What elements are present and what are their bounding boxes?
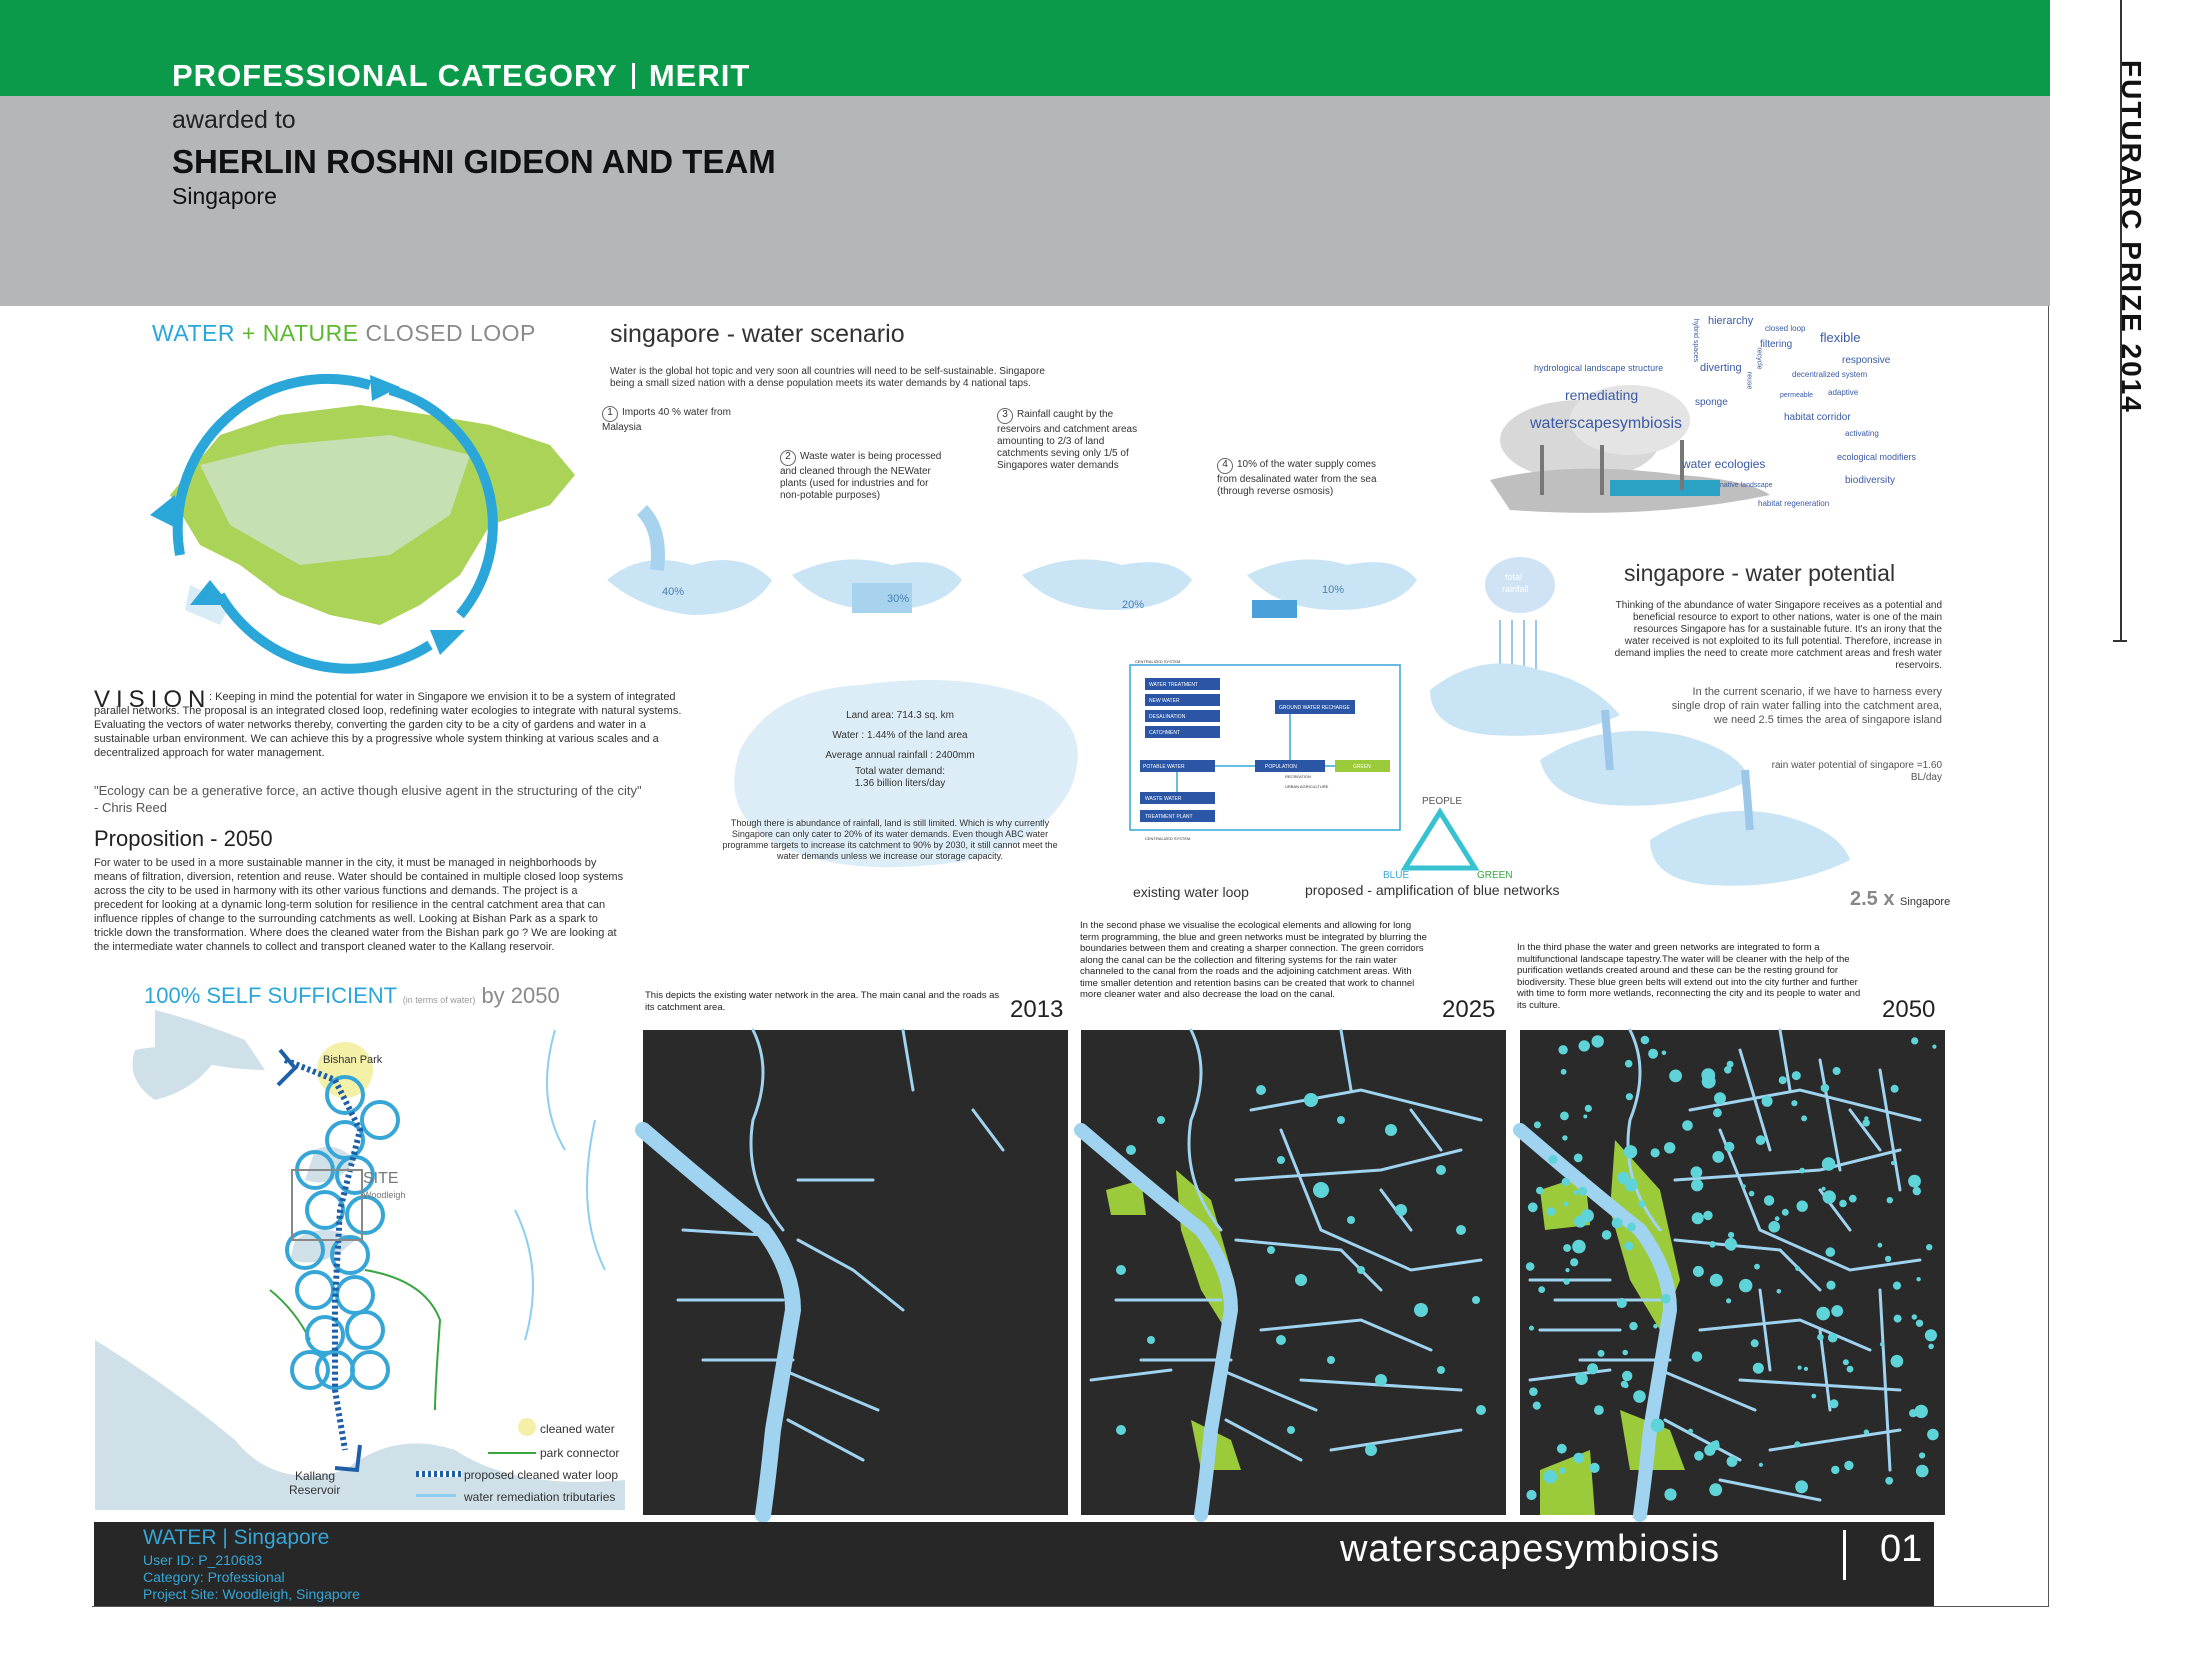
- wetland-dot: [1794, 1441, 1800, 1447]
- wetland-dot: [1578, 1187, 1587, 1196]
- tap-1-pct: 40%: [662, 586, 685, 598]
- wetland-dot: [1894, 1315, 1902, 1323]
- word: activating: [1845, 429, 1879, 438]
- wetland-dot: [1864, 1429, 1869, 1434]
- phase-2050-year: 2050: [1882, 996, 1936, 1023]
- word: sponge: [1695, 397, 1728, 408]
- wetland-dot: [1797, 1201, 1808, 1212]
- potential-title: singapore - water potential: [1624, 560, 1896, 586]
- wetland-dot: [1822, 1187, 1826, 1191]
- phase-2025-year: 2025: [1442, 996, 1496, 1023]
- wetland-dot: [1916, 1277, 1920, 1281]
- wetland-dot: [1768, 1221, 1780, 1233]
- phase-2013-year: 2013: [1010, 996, 1064, 1023]
- wetland-dot: [1704, 1445, 1715, 1456]
- bishan-label: Bishan Park: [323, 1054, 383, 1066]
- wetland-dot: [1916, 1320, 1923, 1327]
- word: biodiversity: [1845, 475, 1896, 486]
- wetland-dot: [1585, 1105, 1592, 1112]
- wetland-dot: [1648, 1049, 1658, 1059]
- wetland-dot: [1777, 1289, 1782, 1294]
- award-category: PROFESSIONAL CATEGORY MERIT: [172, 58, 751, 93]
- tap-4-pct: 10%: [1322, 584, 1345, 596]
- wetland-dot: [1574, 1154, 1583, 1163]
- wetland-dot: [1826, 1281, 1835, 1290]
- legend-swatch-park: [488, 1452, 536, 1454]
- wetland-dot: [1549, 1155, 1558, 1164]
- word: diverting: [1700, 362, 1742, 374]
- word: remediating: [1565, 387, 1639, 403]
- phase-2013-text: This depicts the existing water network in the area. The main canal and the roads as its catchment area.: [645, 990, 1000, 1013]
- wetland-dot: [1878, 1243, 1883, 1248]
- wetland-dot: [1754, 1264, 1760, 1270]
- wetland-dot: [1795, 1480, 1808, 1493]
- wetland-dot: [1709, 1241, 1716, 1248]
- woodleigh-label: Woodleigh: [363, 1190, 406, 1200]
- wetland-dot: [1727, 1241, 1736, 1250]
- wetland-dot: [1830, 1399, 1839, 1408]
- wetland-dot: [1627, 1222, 1636, 1231]
- wetland-dot: [1821, 1084, 1830, 1093]
- word: native landscape: [1720, 482, 1773, 489]
- legend-proposed-loop: proposed cleaned water loop: [464, 1468, 619, 1482]
- kallang-label: Kallang: [295, 1469, 336, 1483]
- wetland-dot: [1912, 1314, 1917, 1319]
- taps-maps: [602, 510, 1452, 620]
- wetland-dot: [1724, 1142, 1734, 1152]
- svg-text:CENTRALIZED SYSTEM: CENTRALIZED SYSTEM: [1135, 659, 1181, 664]
- wetland-dot: [1589, 1463, 1599, 1473]
- reservoir-label: Reservoir: [289, 1483, 341, 1497]
- word: adaptive: [1828, 388, 1859, 397]
- word: reuse: [1745, 371, 1753, 390]
- self-sufficient-title: 100% SELF SUFFICIENT (in terms of water) by 2050: [144, 983, 560, 1008]
- legend-swatch-tributaries: [416, 1494, 456, 1497]
- wetland-dot: [1739, 1279, 1752, 1292]
- wetland-dot: [1573, 1453, 1584, 1464]
- wetland-dot: [1528, 1202, 1538, 1212]
- wetland-dot: [1811, 1394, 1816, 1399]
- word: filtering: [1760, 339, 1793, 350]
- fact-demand-label: Total water demand:: [854, 766, 946, 777]
- closed-loop-map: [130, 355, 600, 675]
- wetland-dot: [1653, 1324, 1658, 1329]
- wetland-dot: [1625, 1060, 1633, 1068]
- wetland-dot: [1594, 1405, 1604, 1415]
- word: habitat corridor: [1784, 412, 1851, 423]
- tap-num: 4: [1217, 458, 1233, 474]
- phase-2050-text: In the third phase the water and green networks are integrated to form a multifunctional landscape tapestry.The water will be cleaner with the help of the purification wetlands created around and these can be the resting ground for biodiversity. These blue green belts will extend out into the city further and further with time to form more wetlands, reconnecting the city and its people to water and its culture.: [1517, 942, 1861, 1011]
- legend-park-connector: park connector: [540, 1446, 620, 1460]
- wetland-dot: [1557, 1444, 1567, 1454]
- wetland-dot: [1880, 1342, 1884, 1346]
- svg-text:RECREATION: RECREATION: [1285, 774, 1311, 779]
- word: responsive: [1842, 355, 1891, 366]
- wetland-dot: [1573, 1190, 1578, 1195]
- word: waterscapesymbiosis: [1530, 415, 1683, 432]
- word: hierarchy: [1708, 315, 1754, 327]
- svg-text:WATER TREATMENT: WATER TREATMENT: [1149, 682, 1198, 688]
- fact-demand-value: 1.36 billion liters/day: [854, 778, 946, 789]
- wetland-dot: [1831, 1305, 1843, 1317]
- winner-country: Singapore: [172, 183, 277, 209]
- wetland-dot: [1710, 1274, 1723, 1287]
- wetland-dot: [1887, 1197, 1893, 1203]
- tap-num: 1: [602, 406, 618, 422]
- wetland-dot: [1775, 1216, 1780, 1221]
- wetland-dot: [1885, 1477, 1893, 1485]
- wetland-dot: [1563, 1244, 1571, 1252]
- header-grey-bar: [0, 96, 2050, 306]
- legend-swatch-cleaned: [518, 1418, 536, 1436]
- wetland-dot: [1804, 1367, 1808, 1371]
- wetland-dot: [1691, 1166, 1703, 1178]
- people-label: PEOPLE: [1422, 796, 1463, 807]
- svg-text:WASTE WATER: WASTE WATER: [1145, 796, 1182, 802]
- wetland-dot: [1833, 1067, 1841, 1075]
- wetland-dot: [1592, 1035, 1604, 1047]
- wetland-dot: [1547, 1207, 1556, 1216]
- phase-2013-panel: [643, 1030, 1068, 1515]
- wetland-dot: [1641, 1036, 1650, 1045]
- awarded-to-label: awarded to: [172, 106, 296, 134]
- wetland-dot: [1529, 1387, 1538, 1396]
- tap-3-pct: 20%: [1122, 599, 1145, 611]
- svg-text:DESALINATION: DESALINATION: [1149, 714, 1186, 720]
- scenario-intro: Water is the global hot topic and very soon all countries will need to be self-sustainable. Singapore being a small sized nation with a dense population meets its water demands by 4 national taps.: [610, 366, 1045, 389]
- wetland-dot: [1563, 1278, 1569, 1284]
- wetland-dot: [1626, 1093, 1633, 1100]
- site-label: SITE: [363, 1170, 399, 1187]
- wetland-dot: [1701, 1068, 1715, 1082]
- wetland-dot: [1662, 1051, 1667, 1056]
- wetland-dot: [1694, 1451, 1704, 1461]
- wetland-dot: [1749, 1191, 1755, 1197]
- wetland-dot: [1764, 1195, 1774, 1205]
- wetland-dot: [1913, 1187, 1921, 1195]
- wetland-dot: [1926, 1244, 1932, 1250]
- taps-strip: [602, 400, 1452, 620]
- wetland-dot: [1529, 1326, 1534, 1331]
- wetland-dot: [1561, 1069, 1567, 1075]
- wetland-dot: [1843, 1359, 1849, 1365]
- wetland-dot: [1624, 1145, 1637, 1158]
- wetland-dot: [1682, 1120, 1693, 1131]
- wetland-dot: [1691, 1179, 1703, 1191]
- wetland-dot: [1919, 1452, 1925, 1458]
- potential-p3: rain water potential of singapore =1.60 BL/day: [1771, 760, 1942, 783]
- proposition-title: Proposition - 2050: [94, 826, 273, 851]
- wetland-dot: [1536, 1187, 1544, 1195]
- wetland-dot: [1822, 1157, 1836, 1171]
- vision-text: : Keeping in mind the potential for water in Singapore we envision it to be a system of integrated parallel networks. The proposal is an integrated closed loop, redefining water ecologies to integrate with natural systems. Evaluating the vectors of water networks thereby, converting the garden city to be a city of gardens and water in a sustainable urban environment. We can achieve this by a progressive whole system thinking at various scales and a decentralized approach for water management.: [94, 691, 682, 759]
- wetland-dot: [1602, 1230, 1612, 1240]
- wetland-dot: [1526, 1490, 1536, 1500]
- svg-text:NEW WATER: NEW WATER: [1149, 698, 1180, 704]
- wetland-dot: [1713, 1108, 1722, 1117]
- vision-quote: "Ecology can be a generative force, an active though elusive agent in the structuring of the city" - Chris Reed: [94, 783, 642, 815]
- wetland-dot: [1538, 1286, 1545, 1293]
- cloud-label-rainfall: rainfall: [1502, 584, 1529, 594]
- word: flexible: [1820, 330, 1861, 345]
- wetland-dot: [1801, 1115, 1807, 1121]
- wetland-dot: [1891, 1355, 1904, 1368]
- wetland-dot: [1782, 1209, 1789, 1216]
- wetland-dot: [1823, 1190, 1836, 1203]
- wetland-dot: [1570, 1258, 1578, 1266]
- wetland-dot: [1742, 1184, 1746, 1188]
- wetland-dot: [1817, 1334, 1824, 1341]
- svg-text:GREEN: GREEN: [1353, 764, 1371, 770]
- svg-text:CATCHMENT: CATCHMENT: [1149, 730, 1181, 736]
- legend-cleaned-water: cleaned water: [540, 1422, 615, 1436]
- tap-3: 3 Rainfall caught by the reservoirs and catchment areas amounting to 2/3 of land catchments seving only 1/5 of Singapores water demands: [997, 409, 1138, 471]
- footer-page-number: 01: [1880, 1528, 1923, 1570]
- wetland-dot: [1916, 1465, 1929, 1478]
- wetland-dot: [1526, 1262, 1535, 1271]
- wetland-dot: [1849, 1195, 1857, 1203]
- wetland-dot: [1709, 1483, 1722, 1496]
- wetland-dot: [1932, 1045, 1936, 1049]
- wetland-dot: [1727, 1456, 1738, 1467]
- wetland-dot: [1692, 1351, 1702, 1361]
- footer-separator: [1843, 1530, 1846, 1580]
- wetland-dot: [1572, 1240, 1586, 1254]
- wetland-dot: [1692, 1212, 1704, 1224]
- wetland-dot: [1560, 1112, 1569, 1121]
- tap-2-pct: 30%: [887, 593, 910, 605]
- wetland-dot: [1618, 1219, 1622, 1223]
- wetland-dot: [1847, 1366, 1854, 1373]
- wetland-dot: [1724, 1066, 1732, 1074]
- wetland-dot: [1753, 1363, 1764, 1374]
- wetland-dot: [1651, 1418, 1665, 1432]
- wetland-dot: [1703, 1211, 1712, 1220]
- wetland-dot: [1759, 1463, 1763, 1467]
- wetland-dot: [1751, 1339, 1759, 1347]
- wetland-dot: [1714, 1092, 1726, 1104]
- wetland-dot: [1669, 1070, 1682, 1083]
- wetland-dot: [1893, 1282, 1901, 1290]
- tap-num: 2: [780, 450, 796, 466]
- wetland-dot: [1629, 1322, 1637, 1330]
- wetland-dot: [1891, 1161, 1895, 1165]
- wetland-dot: [1908, 1175, 1921, 1188]
- proposed-loop-caption: proposed - amplification of blue networks: [1305, 882, 1560, 898]
- fact-rainfall: Average annual rainfall : 2400mm: [825, 750, 975, 761]
- wetland-dot: [1559, 1468, 1565, 1474]
- wetland-dot: [1799, 1168, 1805, 1174]
- wetland-dot: [1927, 1429, 1939, 1441]
- facts-note: Though there is abundance of rainfall, land is still limited. Which is why currently Singapore can only cater to 20% of its water demands. Even though ABC water programme targets to increase its catchment to 90% by 2030, it still cannot meet the water demands unless we increase our storage capacity.: [722, 818, 1058, 861]
- wetland-dot: [1664, 1142, 1675, 1153]
- wetland-dot: [1792, 1071, 1801, 1080]
- svg-text:POTABLE WATER: POTABLE WATER: [1143, 764, 1185, 770]
- wetland-dot: [1544, 1470, 1558, 1484]
- wetland-dot: [1756, 1135, 1766, 1145]
- wetland-dot: [1565, 1268, 1569, 1272]
- word-cloud: [1450, 315, 1950, 515]
- wetland-dot: [1728, 1232, 1734, 1238]
- svg-text:POPULATION: POPULATION: [1265, 764, 1297, 770]
- wetland-dot: [1915, 1405, 1928, 1418]
- wetland-dot: [1839, 1200, 1847, 1208]
- wetland-dot: [1726, 1298, 1731, 1303]
- wetland-dot: [1863, 1119, 1870, 1126]
- svg-text:TREATMENT PLANT: TREATMENT PLANT: [1145, 814, 1193, 820]
- wetland-dot: [1779, 1076, 1787, 1084]
- wetland-dot: [1762, 1096, 1773, 1107]
- svg-text:GROUND WATER RECHARGE: GROUND WATER RECHARGE: [1279, 705, 1350, 711]
- existing-loop-diagram: [1115, 660, 1415, 860]
- word: closed loop: [1765, 324, 1806, 333]
- wetland-dot: [1622, 1350, 1628, 1356]
- wetland-dot: [1791, 1100, 1797, 1106]
- wetland-dot: [1581, 1209, 1594, 1222]
- wetland-dot: [1712, 1151, 1724, 1163]
- footer-user-id: User ID: P_210683: [143, 1552, 263, 1568]
- word: decentralized system: [1792, 370, 1868, 379]
- legend-tributaries: water remediation tributaries: [464, 1490, 616, 1504]
- wetland-dot: [1664, 1488, 1676, 1500]
- legend-swatch-loop: [416, 1471, 462, 1477]
- wetland-dot: [1714, 1440, 1719, 1445]
- winner-name: SHERLIN ROSHNI GIDEON AND TEAM: [172, 143, 776, 180]
- phase-2025-text: In the second phase we visualise the ecological elements and allowing for long term programming, the blue and green networks must be integrated by blurring the boundaries between them and creating a sharper connection. The green corridors along the canal can be the collection and filtering systems for the rain water channeled to the canal from the roads and the adjoining catchment areas. With time smaller detention and retention basins can be created that work to channel more cleaner water and also decrease the load on the canal.: [1080, 920, 1427, 1000]
- wetland-dot: [1885, 1256, 1891, 1262]
- word: hydrological landscape structure: [1534, 363, 1664, 373]
- proposition-text: For water to be used in a more sustainable manner in the city, it must be managed in neighborhoods by means of filtration, diversion, retention and reuse. Water should be contained in multiple closed loop systems across the city to be used in harmony with its other various functions and demands. The project is a precedent for looking at a dynamic long-term solution for resilience in the central catchment area that can influence ripples of change to the surrounding catchments as well. Looking at Bishan Park as a spark to trickle down the transformation. Where does the cleaned water from the Bishan park go ? We are looking at the intermediate water channels to collect and transport cleaned water to the Kallang reservoir.: [94, 857, 624, 953]
- fact-land-area: Land area: 714.3 sq. km: [846, 710, 954, 721]
- wetland-dot: [1844, 1461, 1853, 1470]
- existing-loop-caption: existing water loop: [1133, 884, 1249, 900]
- wetland-dot: [1928, 1344, 1934, 1350]
- map-legend: [400, 1418, 630, 1510]
- wetland-dot: [1533, 1402, 1541, 1410]
- word: recycle: [1755, 347, 1763, 370]
- footer-project-name: waterscapesymbiosis: [1340, 1528, 1721, 1570]
- wetland-dot: [1831, 1466, 1839, 1474]
- cloud-label-total: total: [1505, 572, 1523, 582]
- wetland-dot: [1562, 1178, 1570, 1186]
- wetland-dot: [1622, 1371, 1632, 1381]
- tap-4: 4 10% of the water supply comes from desalinated water from the sea (through reverse osmosis): [1217, 459, 1377, 497]
- potential-p2: In the current scenario, if we have to harness every single drop of rain water falling into the catchment area, we need 2.5 times the area of singapore island: [1671, 686, 1942, 726]
- wetland-dot: [1911, 1037, 1918, 1044]
- wetland-dot: [1651, 1148, 1660, 1157]
- wetland-dot: [1598, 1350, 1605, 1357]
- green-label: GREEN: [1477, 870, 1513, 881]
- wetland-dot: [1798, 1366, 1802, 1370]
- tap-1: 1 Imports 40 % water from Malaysia: [602, 407, 731, 433]
- scenario-title: singapore - water scenario: [610, 320, 905, 348]
- footer-title: WATER | Singapore: [143, 1526, 330, 1549]
- footer-site: Project Site: Woodleigh, Singapore: [143, 1586, 360, 1602]
- vision-heading: VISION: [94, 686, 212, 713]
- wetland-dot: [1624, 1242, 1633, 1251]
- wetland-dot: [1693, 1266, 1704, 1277]
- word: habitat regeneration: [1758, 499, 1830, 508]
- wetland-dot: [1816, 1307, 1830, 1321]
- wetland-dot: [1558, 1045, 1567, 1054]
- phase-2050-panel: [1520, 1030, 1945, 1515]
- svg-text:CENTRALIZED SYSTEM: CENTRALIZED SYSTEM: [1145, 836, 1191, 841]
- facts-list: [740, 706, 1060, 790]
- word: ecological modifiers: [1837, 452, 1917, 462]
- wetland-dot: [1564, 1202, 1569, 1207]
- tap-num: 3: [997, 408, 1013, 424]
- word: permeable: [1780, 392, 1814, 399]
- wetland-dot: [1638, 1200, 1645, 1207]
- wetland-dot: [1828, 1333, 1838, 1343]
- wetland-dot: [1575, 1372, 1588, 1385]
- area-multiplier: 2.5 x Singapore: [1850, 888, 1951, 910]
- wetland-dot: [1891, 1085, 1899, 1093]
- blue-label: BLUE: [1383, 870, 1410, 881]
- closed-loop-title: WATER + NATURE CLOSED LOOP: [152, 320, 536, 346]
- tap-2: 2 Waste water is being processed and cleaned through the NEWater plants (used for industries and for non-potable purposes): [780, 451, 942, 501]
- wetland-dot: [1688, 1429, 1693, 1434]
- wetland-dot: [1625, 1178, 1638, 1191]
- wetland-dot: [1795, 1266, 1800, 1271]
- wetland-dot: [1661, 1294, 1671, 1304]
- fact-water: Water : 1.44% of the land area: [832, 730, 968, 741]
- svg-text:URBAN AGRICULTURE: URBAN AGRICULTURE: [1285, 784, 1329, 789]
- wetland-dot: [1826, 1247, 1836, 1257]
- wetland-dot: [1587, 1363, 1598, 1374]
- side-title: FUTURARC PRIZE 2014: [2116, 60, 2147, 414]
- wetland-dot: [1562, 1135, 1567, 1140]
- wetland-dot: [1583, 1115, 1587, 1119]
- wetland-dot: [1534, 1121, 1541, 1128]
- wetland-dot: [1579, 1040, 1590, 1051]
- wetland-dot: [1633, 1390, 1646, 1403]
- wetland-dot: [1617, 1298, 1627, 1308]
- wetland-dot: [1621, 1381, 1628, 1388]
- wetland-dot: [1925, 1329, 1937, 1341]
- word: water ecologies: [1682, 457, 1766, 471]
- potential-p1: Thinking of the abundance of water Singapore receives as a potential and beneficial resource to export to other nations, water is one of the main resources Singapore has for a sustainable future. It's an irony that the water received is not exploited to its full potential. Therefore, increase in demand implies the need to create more catchment areas and fresh water reservoirs.: [1614, 600, 1942, 671]
- word: hybrid spaces: [1692, 318, 1700, 363]
- phase-2025-panel: [1081, 1030, 1506, 1515]
- footer-category: Category: Professional: [143, 1569, 285, 1585]
